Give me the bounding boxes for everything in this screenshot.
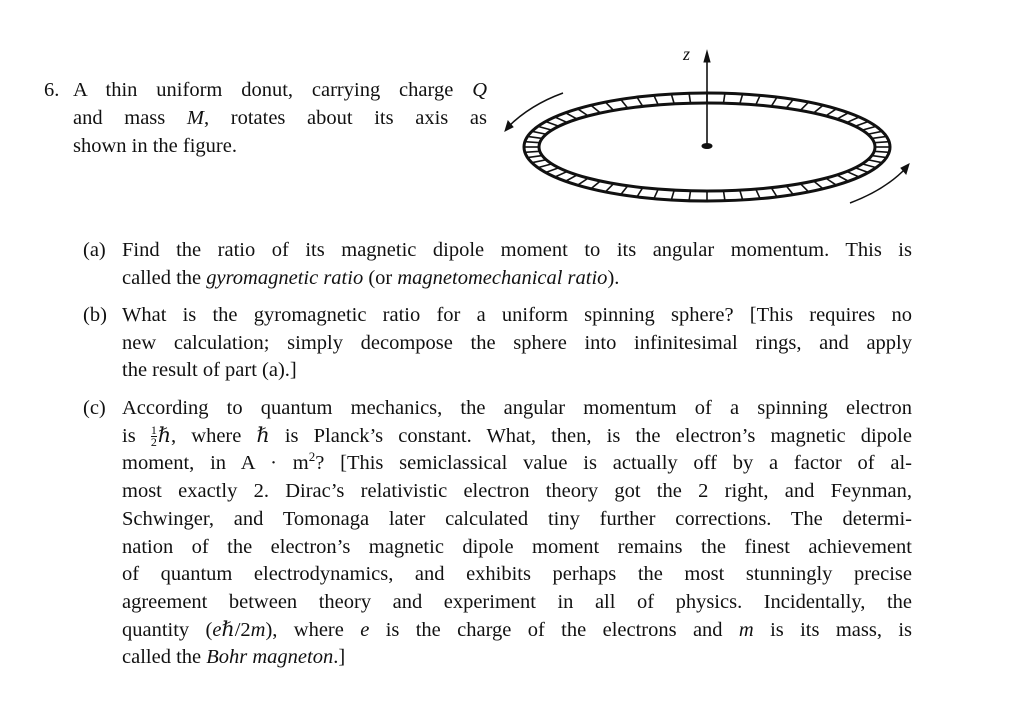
ring-segment-tick: [578, 109, 589, 116]
text-segment: A thin uniform donut, carrying charge: [73, 79, 473, 101]
italic-text: m: [738, 618, 754, 641]
text-segment: /2: [234, 618, 251, 641]
ring-segment-tick: [786, 99, 793, 108]
ring-segment-tick: [525, 142, 540, 143]
ring-segment-tick: [546, 122, 559, 127]
problem-number: 6.: [44, 79, 60, 101]
ring-segment-tick: [786, 186, 793, 195]
ring-segment-tick: [855, 122, 868, 127]
text-segment: According to quantum mechanics, the angular momentum of a spinning electron: [122, 397, 912, 419]
text-segment: agreement between theory and experiment in all of physics. Incidentally, the: [122, 590, 912, 613]
ring-segment-tick: [847, 117, 859, 123]
ring-segment-tick: [855, 168, 868, 173]
text-segment: ).: [607, 266, 620, 289]
ring-segment-tick: [528, 136, 543, 138]
ring-segment-tick: [538, 126, 552, 130]
ring-segment-tick: [868, 160, 882, 163]
ring-segment-tick: [862, 164, 876, 168]
italic-text: m: [250, 618, 266, 641]
text-segment: is the charge of the electrons and: [369, 618, 739, 641]
italic-text: gyromagnetic ratio: [206, 266, 364, 289]
text-segment: .]: [333, 646, 346, 669]
ring-segment-tick: [868, 131, 882, 134]
ring-segment-tick: [800, 102, 808, 110]
text-segment: new calculation; simply decompose the sphere into infinitesimal rings, and apply: [122, 331, 912, 354]
ring-segment-tick: [826, 109, 837, 116]
italic-text: Bohr magneton: [206, 646, 334, 669]
italic-text: M: [186, 106, 204, 129]
ring-segment-tick: [538, 164, 552, 168]
italic-text: ℏ: [221, 618, 235, 641]
text-segment: nation of the electron’s magnetic dipole moment remains the finest achievement: [122, 535, 912, 558]
ring-segment-tick: [874, 142, 889, 143]
text-segment: is Planck’s constant. What, then, is the electron’s magnetic dipole: [269, 424, 912, 447]
text-segment: of quantum electrodynamics, and exhibits perhaps the most stunningly precise: [122, 563, 912, 586]
ring-segment-tick: [566, 175, 578, 181]
italic-text: ℏ: [256, 424, 270, 447]
z-axis-arrow: [702, 51, 712, 149]
text-segment: most exactly 2. Dirac’s relativistic electron theory got the 2 right, and Feynman,: [122, 480, 912, 503]
ring-segment-tick: [847, 171, 859, 177]
fraction-num: 1: [150, 423, 157, 438]
text-segment: shown in the figure.: [73, 134, 237, 157]
ring-segment-tick: [591, 105, 601, 113]
ring-segment-tick: [621, 99, 628, 108]
ring-segment-tick: [862, 126, 876, 130]
ring-segment-tick: [771, 97, 777, 106]
ring-segment-tick: [532, 131, 546, 134]
text-segment: called the: [122, 646, 207, 669]
ring-segment-tick: [874, 151, 889, 152]
ring-segment-tick: [872, 156, 887, 158]
italic-text: ℏ: [157, 424, 172, 447]
text-segment: (or: [363, 266, 398, 289]
ring-segment-tick: [800, 184, 808, 192]
text-segment: ), where: [265, 618, 361, 641]
ring-segment-tick: [872, 136, 887, 138]
fraction-den: 2: [150, 435, 157, 450]
ring-segment-tick: [525, 151, 540, 152]
ring-segment-tick: [621, 186, 628, 195]
text-segment: the result of part (a).]: [122, 359, 297, 382]
ring-segment-tick: [837, 175, 849, 181]
italic-text: magnetomechanical ratio: [397, 266, 608, 289]
ring-segment-tick: [814, 105, 824, 113]
z-axis-label: z: [683, 44, 691, 64]
text-segment: called the: [122, 266, 207, 289]
ring-segment-tick: [532, 160, 546, 163]
text-segment: , where: [171, 424, 257, 447]
text-segment: quantity (: [122, 618, 213, 641]
ring-segment-tick: [814, 181, 824, 189]
part-label-c: (c): [83, 397, 106, 419]
italic-text: Q: [472, 79, 487, 101]
ring-segment-tick: [555, 171, 567, 177]
text-segment: is its mass, is: [753, 618, 913, 641]
superscript: 2: [308, 449, 316, 465]
text-segment: What is the gyromagnetic ratio for a uniform spinning sphere? [This requires no: [122, 304, 912, 326]
ring-segment-tick: [771, 188, 777, 197]
ring-segment-tick: [826, 178, 837, 185]
italic-text: e: [212, 618, 222, 641]
ring-segment-tick: [605, 184, 613, 192]
ring-segment-tick: [591, 181, 601, 189]
part-label-b: (b): [83, 304, 107, 326]
ring-segment-tick: [555, 117, 567, 123]
ring-segment-tick: [578, 178, 589, 185]
text-segment: Find the ratio of its magnetic dipole moment to its angular momentum. This is: [122, 239, 912, 261]
ring-segment-tick: [528, 156, 543, 158]
text-segment: Schwinger, and Tomonaga later calculated tiny further corrections. The determi-: [122, 507, 912, 530]
ring-segment-tick: [637, 188, 643, 197]
text-segment: is: [122, 424, 151, 447]
ring-segment-tick: [546, 168, 559, 173]
part-label-a: (a): [83, 239, 106, 261]
ring-segment-tick: [566, 113, 578, 119]
text-segment: ? [This semiclassical value is actually off by a factor of al-: [315, 452, 912, 475]
ring-segment-tick: [837, 113, 849, 119]
ring-segment-tick: [605, 102, 613, 110]
ring-segment-tick: [637, 97, 643, 106]
italic-text: e: [360, 618, 370, 641]
text-segment: , rotates about its axis as: [203, 106, 488, 129]
text-segment: and mass: [73, 106, 187, 129]
text-segment: moment, in A · m: [122, 452, 309, 475]
